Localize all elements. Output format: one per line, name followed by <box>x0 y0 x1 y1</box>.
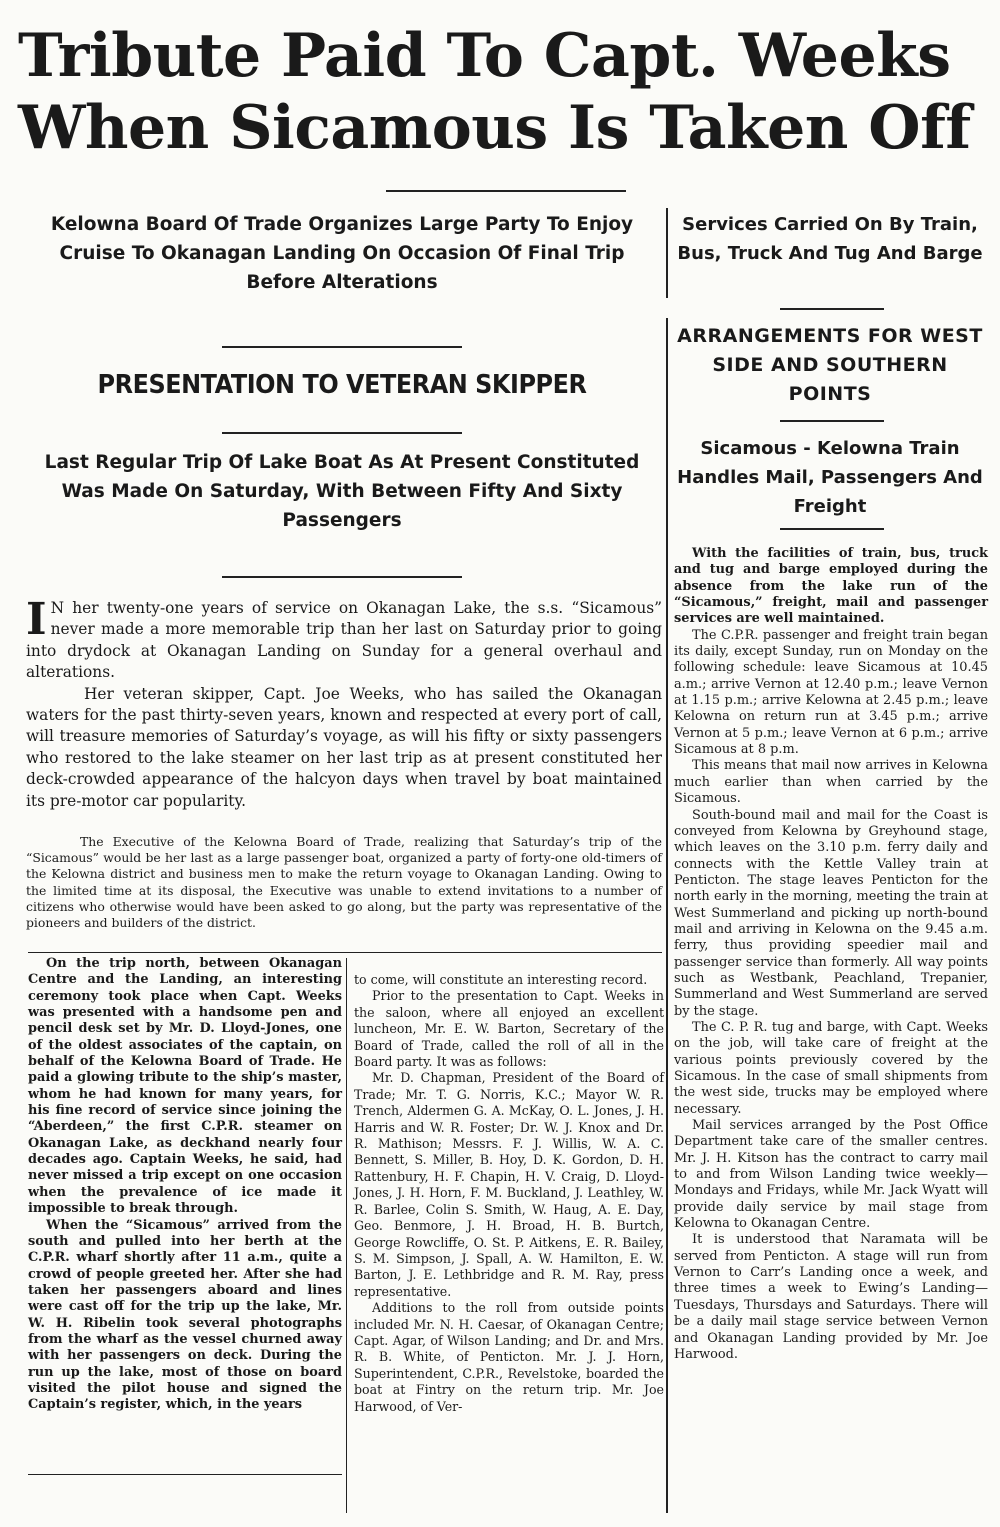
column-divider-top <box>666 208 668 298</box>
headline-line-2: When Sicamous Is Taken Off <box>18 93 971 163</box>
lower-column-divider <box>346 958 347 1513</box>
col3-paragraph-4: South-bound mail and mail for the Coast is conveyed from Kelowna by Greyhound stage, which leaves on the 3.10 p.m. ferry daily and connects with the Kettle Valley train at Penticton. The stage leaves Penticton for the north early in the morning, meeting the train at West Summerland and picking up north-bound mail and arriving in Kelowna on the 9.45 a.m. ferry, thus providing speedier mail and passenger service than formerly. All way points such as Westbank, Peachland, Trepanier, Summerland and West Summerland are served by the stage. <box>674 807 988 1019</box>
col1-paragraph-1: On the trip north, between Okanagan Centre and the Landing, an interesting ceremony took place when Capt. Weeks was presented with a handsome pen and pencil desk set by Mr. D. Lloyd-Jones, one of the oldest associates of the captain, on behalf of the Kelowna Board of Trade. He paid a glowing tribute to the ship’s master, whom he had known for many years, for his fine record of service since joining the “Aberdeen,” the first C.P.R. steamer on Okanagan Lake, as deckhand nearly four decades ago. Captain Weeks, he said, had never missed a trip except on one occasion when the prevalence of ice made it impossible to break through. <box>28 956 342 1217</box>
right-deck-2: ARRANGEMENTS FOR WEST SIDE AND SOUTHERN POINTS <box>677 325 983 405</box>
col1-end-rule <box>28 1474 342 1475</box>
deck-rule-2 <box>222 432 462 434</box>
lead-paragraph-2: Her veteran skipper, Capt. Joe Weeks, who has sailed the Okanagan waters for the past thirty-seven years, known and respected at every port of call, will treasure memories of Saturday’s voyage, as will his fifty or sixty passengers who restored to the lake steamer on her last trip as at present constituted her deck-crowded appearance of the halcyon days when travel by boat maintained its pre-motor car popularity. <box>26 684 662 810</box>
right-deck-group <box>672 210 988 268</box>
col3-paragraph-5: The C. P. R. tug and barge, with Capt. Weeks on the job, will take care of freight at the various points previously covered by the Sicamous. In the case of small shipments from the west side, trucks may be employed where necessary. <box>674 1019 988 1117</box>
lead-paragraph-1: N her twenty-one years of service on Okanagan Lake, the s.s. “Sicamous” never made a more memorable trip than her last on Saturday prior to going into drydock at Okanagan Landing on Sunday for a general overhaul and alterations. <box>26 599 662 682</box>
headline-line-1: Tribute Paid To Capt. Weeks <box>18 21 951 91</box>
executive-paragraph: The Executive of the Kelowna Board of Trade, realizing that Saturday’s trip of the “Sicamous” would be her last as a large passenger boat, organized a party of forty-one old-timers of the Kelowna district and business men to make the return voyage to Okanagan Landing. Owing to the limited time at its disposal, the Executive was unable to extend invitations to a number of citizens who otherwise would have been asked to go along, but the party was representative of the pioneers and builders of the district. <box>26 834 662 931</box>
right-deck-rule-2 <box>780 420 884 422</box>
deck-subhead-3: Last Regular Trip Of Lake Boat As At Present Constituted Was Made On Saturday, With Between Fifty And Sixty Passengers <box>44 452 640 531</box>
col2-paragraph-3: Mr. D. Chapman, President of the Board of Trade; Mr. T. G. Norris, K.C.; Mayor W. R. Trench, Aldermen G. A. McKay, O. L. Jones, J. H. Harris and W. R. Foster; Dr. W. J. Knox and Dr. R. Mathison; Messrs. F. J. Willis, W. A. C. Bennett, S. Miller, B. Hoy, D. K. Gordon, D. H. Rattenbury, H. F. Chapin, H. V. Craig, D. Lloyd-Jones, J. H. Horn, F. M. Buckland, J. Leathley, W. R. Barlee, Colin S. Smith, W. Haug, A. E. Day, Geo. Benmore, J. H. Broad, H. B. Burtch, George Rowcliffe, O. St. P. Aitkens, E. R. Bailey, S. M. Simpson, J. Spall, A. W. Hamilton, E. W. Barton, J. E. Lethbridge and R. M. Ray, press representative. <box>354 1070 664 1299</box>
deck-subhead-2: PRESENTATION TO VETERAN SKIPPER <box>97 370 587 400</box>
column-divider-main <box>666 318 668 1513</box>
right-deck-3: Sicamous - Kelowna Train Handles Mail, Passengers And Freight <box>677 438 983 517</box>
col3-paragraph-2: The C.P.R. passenger and freight train began its daily, except Sunday, run on Monday on the following schedule: leave Sicamous at 10.45 a.m.; arrive Vernon at 12.40 p.m.; leave Vernon at 1.15 p.m.; arrive Kelowna at 2.45 p.m.; leave Kelowna on return run at 3.45 p.m.; arrive Vernon at 5 p.m.; leave Vernon at 6 p.m.; arrive Sicamous at 8 p.m. <box>674 627 988 758</box>
col1-paragraph-2: When the “Sicamous” arrived from the south and pulled into her berth at the C.P.R. wharf shortly after 11 a.m., quite a crowd of people greeted her. After she had taken her passengers aboard and lines were cast off for the trip up the lake, Mr. W. H. Ribelin took several photographs from the wharf as the vessel churned away with her passengers on deck. During the run up the lake, most of those on board visited the pilot house and signed the Captain’s register, which, in the years <box>28 1217 342 1413</box>
col2-paragraph-1: to come, will constitute an interesting record. <box>354 972 648 987</box>
col2-paragraph-2: Prior to the presentation to Capt. Weeks in the saloon, where all enjoyed an excellent luncheon, Mr. E. W. Barton, Secretary of the Board of Trade, called the roll of all in the Board party. It was as follows: <box>354 988 664 1070</box>
headline <box>18 20 988 164</box>
deck-subhead-1: Kelowna Board Of Trade Organizes Large Party To Enjoy Cruise To Okanagan Landing On Occasion Of Final Trip Before Alterations <box>50 214 634 293</box>
col3-paragraph-3: This means that mail now arrives in Kelowna much earlier than when carried by the Sicamous. <box>674 758 988 807</box>
right-deck-1: Services Carried On By Train, Bus, Truck And Tug And Barge <box>677 214 983 264</box>
col3-paragraph-6: Mail services arranged by the Post Office Department take care of the smaller centres. Mr. J. H. Kitson has the contract to carry mail to and from Wilson Landing twice weekly—Mondays and Fridays, while Mr. Jack Wyatt will provide daily service by mail stage from Kelowna to Okanagan Centre. <box>674 1118 988 1232</box>
right-deck-rule-1 <box>780 308 884 310</box>
deck-rule-1 <box>222 346 462 348</box>
deck-rule-3 <box>222 576 462 578</box>
col3-paragraph-7: It is understood that Naramata will be served from Penticton. A stage will run from Vernon to Carr’s Landing once a week, and three times a week to Ewing’s Landing—Tuesdays, Thursdays and Saturdays. There will be a daily mail stage service between Vernon and Okanagan Landing provided by Mr. Joe Harwood. <box>674 1232 988 1362</box>
column-3 <box>674 546 988 1363</box>
column-2 <box>354 972 664 1415</box>
col3-paragraph-1: With the facilities of train, bus, truck and tug and barge employed during the absence from the lake run of the “Sicamous,” freight, mail and passenger services are well maintained. <box>674 546 988 627</box>
column-1 <box>28 956 342 1414</box>
left-deck-group <box>22 210 662 297</box>
col2-paragraph-4: Additions to the roll from outside points included Mr. N. H. Caesar, of Okanagan Centre; Capt. Agar, of Wilson Landing; and Dr. and Mrs. R. B. White, of Penticton. Mr. J. J. Horn, Superintendent, C.P.R., Revelstoke, boarded the boat at Fintry on the return trip. Mr. Joe Harwood, of Ver- <box>354 1300 664 1414</box>
right-deck-rule-3 <box>780 528 884 530</box>
section-rule-lower <box>28 952 662 953</box>
lead-paragraphs <box>26 594 662 812</box>
drop-cap: I <box>26 594 47 645</box>
headline-rule <box>386 190 626 192</box>
